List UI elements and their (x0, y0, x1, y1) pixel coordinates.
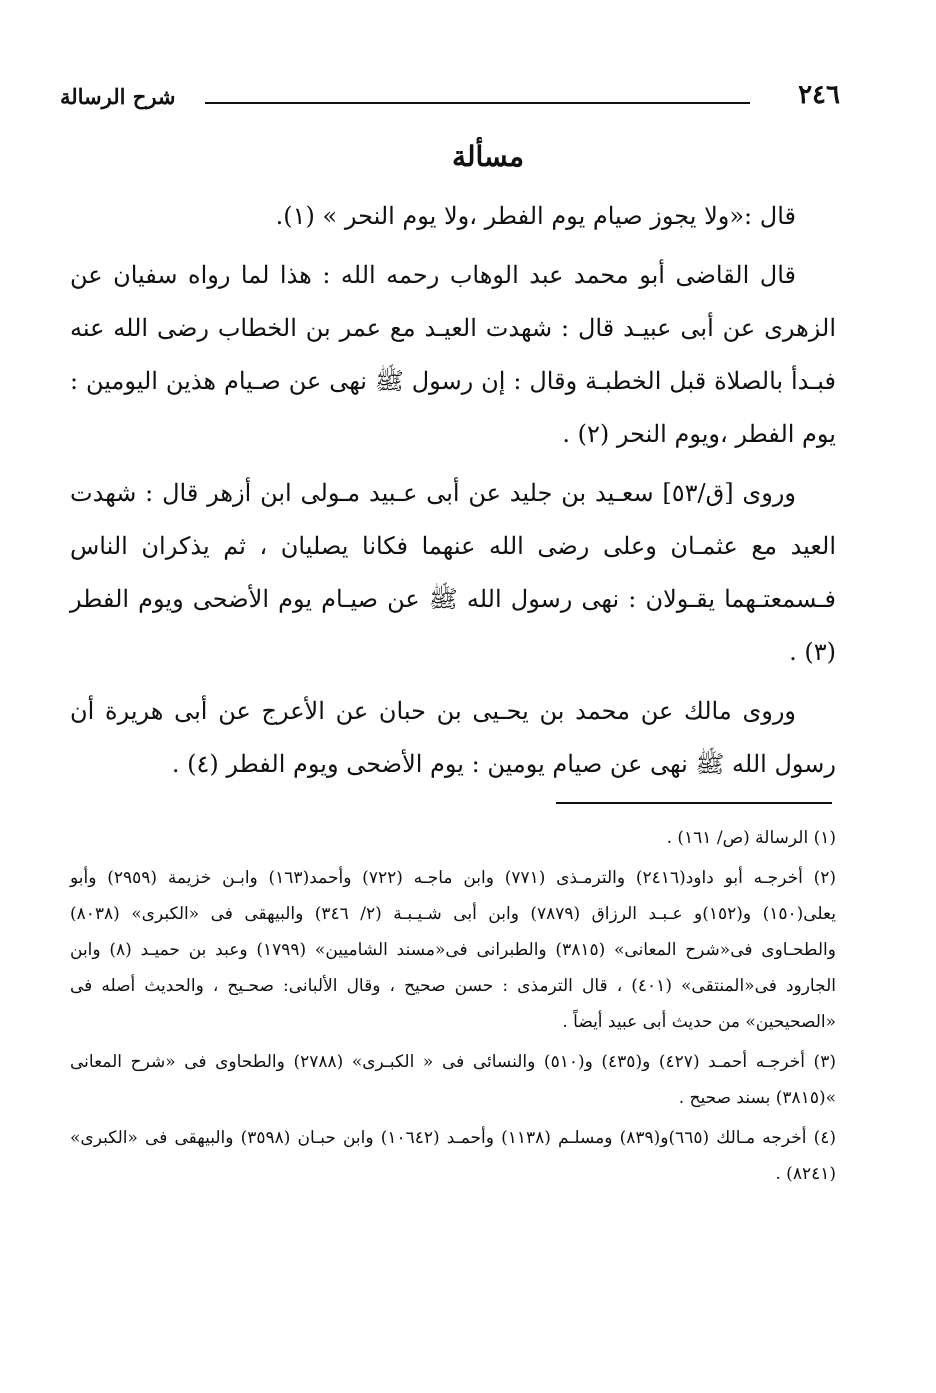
header-rule (205, 102, 750, 104)
running-title: شرح الرسالة (60, 84, 176, 109)
footnote: (٢) أخرجـه أبو داود(٢٤١٦) والترمـذى (٧٧١) وابن ماجـه (٧٢٢) وأحمد(١٦٣) وابـن خزيمة (٢٩٥٩) وأبو يعلى(١٥٠) و(١٥٢)و عـبـد الرزاق (٧٨٧٩) وابن أبى شـيـبـة (٢/ ٣٤٦) والبيهقى فى «الكبرى» (٨٠٣٨) والطحـاوى فى«شرح المعانى» (٣٨١٥) والطبرانى فى«مسند الشاميين» (١٧٩٩) وعبد بن حميـد (٨) وابن الجارود فى«المنتقى» (٤٠١) ، قال الترمذى : حسن صحيح ، وقال الألبانى: صحـيح ، والحديث أصله فى «الصحيحين» من حديث أبى عبيد أيضاً . (70, 868, 837, 1032)
footnote: (٤) أخرجه مـالك (٦٦٥)و(٨٣٩) ومسلـم (١١٣٨) وأحمـد (١٠٦٤٢) وابن حبـان (٣٥٩٨) والبيهقى فى «الكبرى» (٨٢٤١) . (70, 1128, 837, 1184)
paragraph: قال القاضى أبو محمد عبد الوهاب رحمه الله : هذا لما رواه سفيان عن الزهرى عن أبى عبيـد قال : شهدت العيـد مع عمر بن الخطاب رضى الله عنه فبـدأ بالصلاة قبل الخطبـة وقال : إن رسول ﷺ نهى عن صـيام هذين اليومين : يوم الفطر ،ويوم النحر (٢) . (70, 261, 836, 448)
page-number: ٢٤٦ (798, 80, 840, 110)
main-text (70, 190, 836, 797)
paragraph: قال :«ولا يجوز صيام يوم الفطر ،ولا يوم النحر » (١). (275, 202, 796, 230)
footnote-divider (556, 802, 832, 804)
footnotes (70, 820, 836, 1196)
paragraph: وروى مالك عن محمد بن يحـيى بن حبان عن الأعرج عن أبى هريرة أن رسول الله ﷺ نهى عن صيام يومين : يوم الأضحى ويوم الفطر (٤) . (70, 697, 836, 778)
footnote: (١) الرسالة (ص/ ١٦١) . (666, 828, 836, 848)
page-header (60, 80, 840, 120)
paragraph: وروى [ق/٥٣] سعـيد بن جليد عن أبى عـبيد مـولى ابن أزهر قال : شهدت العيد مع عثمـان وعلى رضى الله عنهما فكانا يصليان ، ثم يذكران الناس فـسمعتـهما يقـولان : نهى رسول الله ﷺ عن صيـام يوم الأضحى ويوم الفطر (٣) . (70, 479, 836, 666)
section-title: مسألة (451, 140, 525, 173)
footnote: (٣) أخرجـه أحمـد (٤٢٧) و(٤٣٥) و(٥١٠) والنسائى فى « الكبـرى» (٢٧٨٨) والطحاوى فى «شرح المعانى »(٣٨١٥) بسند صحيح . (70, 1052, 836, 1108)
